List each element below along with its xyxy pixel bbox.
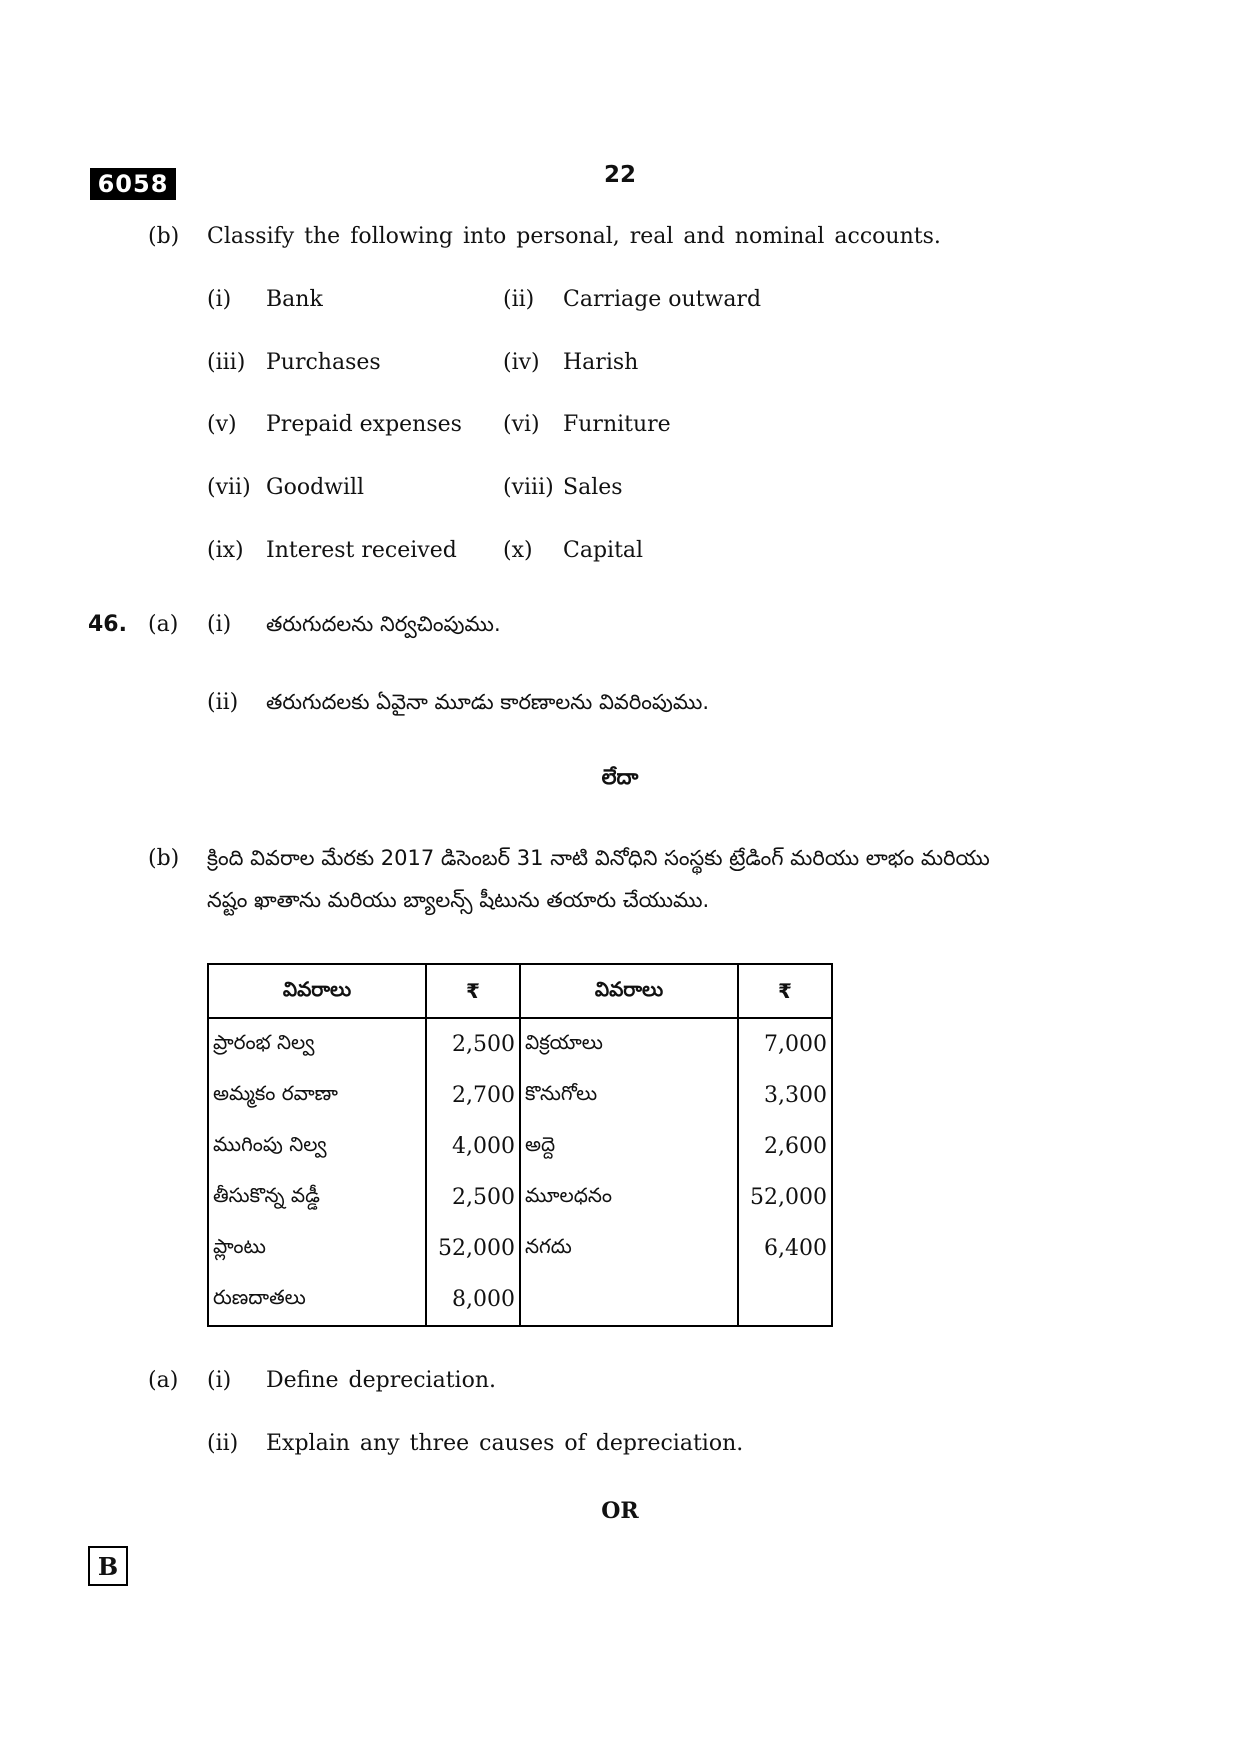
q46a-en-i-label: (i) — [207, 1368, 232, 1393]
cell-particular: అమ్మకం రవాణా — [208, 1070, 426, 1121]
cell-particular: మూలధనం — [520, 1172, 738, 1223]
table-row — [208, 1018, 832, 1070]
cell-amount: 52,000 — [738, 1172, 832, 1223]
table-row — [208, 1223, 832, 1274]
item-text: Interest received — [266, 538, 457, 563]
cell-amount: 3,300 — [738, 1070, 832, 1121]
item-text: Goodwill — [266, 475, 365, 500]
q45b-label: (b) — [148, 224, 180, 249]
cell-particular: తీసుకొన్న వడ్డీ — [208, 1172, 426, 1223]
q46a-en-label: (a) — [148, 1368, 179, 1393]
cell-particular: విక్రయాలు — [520, 1018, 738, 1070]
item-num: (iv) — [503, 350, 540, 375]
header-particulars: వివరాలు — [520, 964, 738, 1018]
cell-particular: రుణదాతలు — [208, 1274, 426, 1326]
q46a-ii-label: (ii) — [207, 690, 239, 715]
cell-particular — [520, 1274, 738, 1326]
q46a-i-label: (i) — [207, 612, 232, 637]
cell-particular: నగదు — [520, 1223, 738, 1274]
cell-particular: అద్దె — [520, 1121, 738, 1172]
cell-particular: ముగింపు నిల్వ — [208, 1121, 426, 1172]
cell-amount: 8,000 — [426, 1274, 520, 1326]
header-rupee: ₹ — [426, 964, 520, 1018]
q46a-en-i-text: Define depreciation. — [266, 1368, 496, 1393]
q46a-ii-text: తరుగుదలకు ఏవైనా మూడు కారణాలను వివరింపుము. — [266, 690, 710, 714]
item-text: Carriage outward — [563, 287, 762, 312]
item-num: (viii) — [503, 475, 554, 500]
item-num: (x) — [503, 538, 533, 563]
particulars-table — [207, 963, 833, 1327]
cell-amount: 6,400 — [738, 1223, 832, 1274]
item-num: (vi) — [503, 412, 540, 437]
cell-amount: 52,000 — [426, 1223, 520, 1274]
cell-amount: 7,000 — [738, 1018, 832, 1070]
item-text: Purchases — [266, 350, 381, 375]
q46b-line1: క్రింది వివరాల మేరకు 2017 డిసెంబర్ 31 నాటి వినోధిని సంస్థకు ట్రేడింగ్ మరియు లాభం మరియు — [207, 846, 990, 870]
q46b-label: (b) — [148, 846, 180, 871]
series-code-box: B — [88, 1546, 128, 1586]
cell-particular: కొనుగోలు — [520, 1070, 738, 1121]
cell-amount: 2,700 — [426, 1070, 520, 1121]
table-row — [208, 1121, 832, 1172]
q45b-text: Classify the following into personal, real and nominal accounts. — [207, 224, 941, 249]
table-header-row — [208, 964, 832, 1018]
q46a-i-text: తరుగుదలను నిర్వచింపుము. — [266, 612, 501, 636]
item-text: Sales — [563, 475, 623, 500]
cell-amount: 2,500 — [426, 1172, 520, 1223]
item-num: (vii) — [207, 475, 251, 500]
item-num: (iii) — [207, 350, 246, 375]
page-number: 22 — [603, 162, 636, 188]
item-text: Harish — [563, 350, 639, 375]
q46a-en-ii-label: (ii) — [207, 1431, 239, 1456]
table-row — [208, 1070, 832, 1121]
item-num: (ii) — [503, 287, 535, 312]
cell-particular: ప్రారంభ నిల్వ — [208, 1018, 426, 1070]
paper-code: 6058 — [90, 168, 176, 200]
cell-amount — [738, 1274, 832, 1326]
or-english: OR — [601, 1498, 639, 1524]
item-num: (v) — [207, 412, 237, 437]
or-telugu: లేదా — [601, 765, 639, 789]
cell-amount: 4,000 — [426, 1121, 520, 1172]
item-text: Prepaid expenses — [266, 412, 462, 437]
item-text: Bank — [266, 287, 323, 312]
q46a-en-ii-text: Explain any three causes of depreciation. — [266, 1431, 744, 1456]
header-rupee: ₹ — [738, 964, 832, 1018]
header-particulars: వివరాలు — [208, 964, 426, 1018]
question-number: 46. — [88, 612, 127, 637]
q46b-line2: నష్టం ఖాతాను మరియు బ్యాలన్స్ షీటును తయారు చేయుము. — [207, 888, 710, 912]
cell-amount: 2,500 — [426, 1018, 520, 1070]
cell-particular: ప్లాంటు — [208, 1223, 426, 1274]
q46a-label: (a) — [148, 612, 179, 637]
item-num: (ix) — [207, 538, 244, 563]
item-text: Furniture — [563, 412, 671, 437]
table-row — [208, 1172, 832, 1223]
item-text: Capital — [563, 538, 644, 563]
table-row — [208, 1274, 832, 1326]
item-num: (i) — [207, 287, 232, 312]
cell-amount: 2,600 — [738, 1121, 832, 1172]
